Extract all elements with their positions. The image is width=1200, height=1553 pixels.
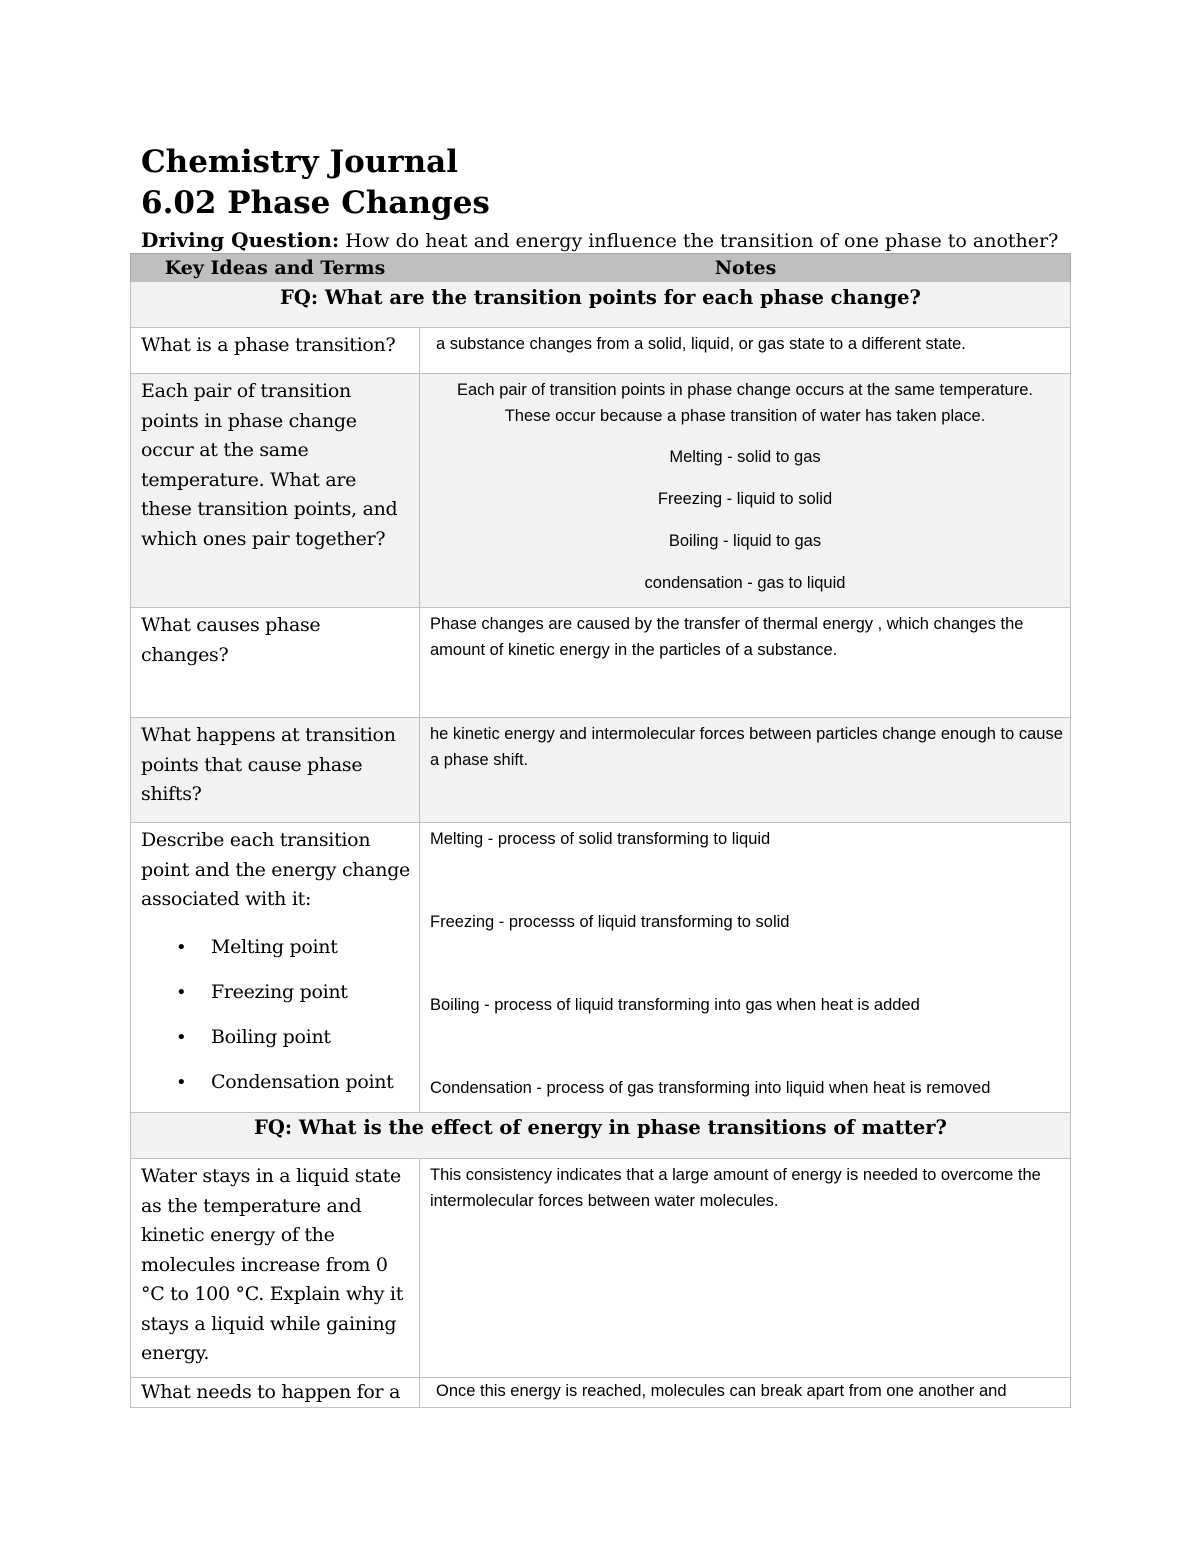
notes-table: [130, 253, 1071, 1408]
row-1-question: What is a phase transition?: [141, 334, 396, 356]
row-2-answer-line-2: These occur because a phase transition of water has taken place.: [504, 407, 986, 425]
list-item: • Condensation point: [141, 1060, 412, 1105]
transition-point-list: [141, 925, 412, 1105]
row-7-answer: Once this energy is reached, molecules can break apart from one another and: [436, 1382, 1007, 1400]
fq1-heading: FQ: What are the transition points for each phase change?: [280, 286, 921, 309]
col-header-notes: Notes: [714, 257, 777, 279]
driving-question-text: How do heat and energy influence the transition of one phase to another?: [345, 230, 1059, 252]
row-5-answer: [419, 822, 1071, 1101]
list-item: • Melting point: [141, 925, 412, 970]
row-1-answer: a substance changes from a solid, liquid, or gas state to a different state.: [436, 335, 966, 353]
bullet-icon: •: [176, 1071, 187, 1093]
list-item: • Freezing point: [141, 970, 412, 1015]
bullet-icon: •: [176, 936, 187, 958]
row-2-melting: Melting - solid to gas: [669, 448, 821, 466]
row-5-question: [130, 822, 420, 1105]
driving-question-label: Driving Question:: [141, 228, 340, 252]
row-2-answer-line-1: Each pair of transition points in phase change occurs at the same temperature.: [457, 381, 1033, 399]
row-6-question: Water stays in a liquid state as the temperature and kinetic energy of the molecules increase from 0 °C to 100 °C. Explain why it stays a liquid while gaining energy.: [141, 1165, 404, 1364]
title-line-1: Chemistry Journal: [141, 144, 459, 180]
row-5-question-text: Describe each transition point and the energy change associated with it:: [141, 829, 411, 910]
bullet-icon: •: [176, 1026, 187, 1048]
row-2-boiling: Boiling - liquid to gas: [668, 532, 822, 550]
row-4-question: What happens at transition points that cause phase shifts?: [141, 724, 396, 805]
row-5-melting: Melting - process of solid transforming to liquid: [430, 830, 771, 848]
row-3-answer: Phase changes are caused by the transfer of thermal energy , which changes the amount of kinetic energy in the particles of a substance.: [430, 615, 1024, 659]
row-5-condensation: Condensation - process of gas transforming into liquid when heat is removed: [430, 1079, 991, 1097]
row-7-question: What needs to happen for a: [141, 1381, 401, 1403]
driving-question: [141, 227, 1141, 254]
row-2-answer: [419, 373, 1071, 596]
fq2-heading: FQ: What is the effect of energy in phase transitions of matter?: [254, 1116, 947, 1139]
row-2-freezing: Freezing - liquid to solid: [657, 490, 833, 508]
row-5-boiling: Boiling - process of liquid transforming into gas when heat is added: [430, 996, 920, 1014]
row-4-answer: he kinetic energy and intermolecular forces between particles change enough to cause a phase shift.: [430, 725, 1063, 769]
title-line-2: 6.02 Phase Changes: [141, 185, 490, 221]
row-2-condensation: condensation - gas to liquid: [644, 574, 846, 592]
page-title: [141, 142, 490, 224]
row-2-question: Each pair of transition points in phase change occur at the same temperature. What are these transition points, and which ones pair together?: [141, 380, 398, 550]
col-header-key-ideas: Key Ideas and Terms: [164, 257, 386, 279]
list-item: • Boiling point: [141, 1015, 412, 1060]
row-5-freezing: Freezing - processs of liquid transforming to solid: [430, 913, 790, 931]
row-3-question: What causes phase changes?: [141, 614, 321, 666]
bullet-icon: •: [176, 981, 187, 1003]
row-6-answer: This consistency indicates that a large amount of energy is needed to overcome the intermolecular forces between water molecules.: [430, 1166, 1041, 1210]
